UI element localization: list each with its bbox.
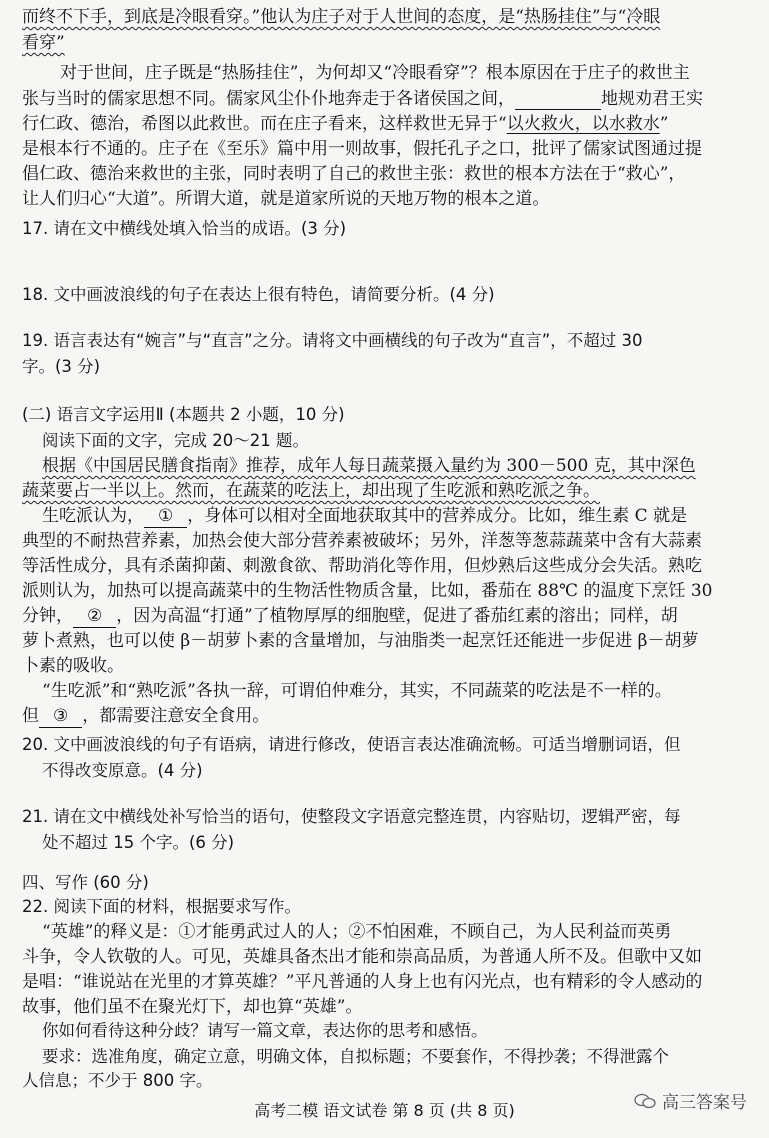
blank-1: ① bbox=[144, 505, 187, 528]
text-line: 而终不下手，到底是冷眼看穿。”他认为庄子对于人世间的态度，是“热肠挂住”与“冷眼 bbox=[22, 7, 661, 27]
text-line: 卜素的吸收。 bbox=[22, 656, 124, 676]
section-heading: 四、写作 (60 分) bbox=[22, 873, 149, 892]
text-line: 蔬菜要占一半以上。然而，在蔬菜的吃法上，却出现了生吃派和熟吃派之争。 bbox=[22, 481, 600, 501]
wechat-icon bbox=[634, 1093, 656, 1109]
text-line: “生吃派”和“熟吃派”各执一辞，可谓伯仲难分，其实，不同蔬菜的吃法是不一样的。 bbox=[42, 681, 672, 701]
question-20: 20. 文中画波浪线的句子有语病，请进行修改，使语言表达准确流畅。可适当增删词语，但 bbox=[22, 735, 681, 754]
text-line: 生吃派认为， ① ，身体可以相对全面地获取其中的营养成分。比如，维生素 C 就是 bbox=[42, 506, 688, 526]
text-line: “英雄”的释义是：①才能勇武过人的人；②不怕困难，不顾自己，为人民利益而英勇 bbox=[42, 922, 672, 942]
blank-2: ② bbox=[73, 605, 116, 628]
question-20-cont: 不得改变原意。(4 分) bbox=[42, 761, 203, 780]
question-21-cont: 处不超过 15 个字。(6 分) bbox=[42, 833, 235, 852]
question-19: 19. 语言表达有“婉言”与“直言”之分。请将文中画横线的句子改为“直言”，不超过 30 bbox=[22, 331, 643, 350]
question-21: 21. 请在文中横线处补写恰当的语句，使整段文字语意完整连贯，内容贴切，逻辑严密，每 bbox=[22, 807, 681, 826]
text-line: 分钟， ② ，因为高温“打通”了植物厚厚的细胞壁，促进了番茄红素的溶出；同样，胡 bbox=[22, 606, 678, 626]
text-line: 对于世间，庄子既是“热肠挂住”，为何却又“冷眼看穿”？根本原因在于庄子的救世主 bbox=[60, 63, 690, 83]
text-line: 张与当时的儒家思想不同。儒家风尘仆仆地奔走于各诸侯国之间， 地规劝君王实 bbox=[22, 89, 703, 109]
question-18: 18. 文中画波浪线的句子在表达上很有特色，请简要分析。(4 分) bbox=[22, 285, 495, 304]
text-line: 典型的不耐热营养素，加热会使大部分营养素被破坏；另外，洋葱等葱蒜蔬菜中含有大蒜素 bbox=[22, 531, 702, 551]
question-19-cont: 字。(3 分) bbox=[22, 357, 101, 376]
text-line: 斗争，令人钦敬的人。可见，英雄具备杰出才能和崇高品质，为普通人所不及。但歌中又如 bbox=[22, 947, 702, 967]
text-line: 看穿” bbox=[22, 33, 65, 53]
text-line: 让人们归心“大道”。所谓大道，就是道家所说的天地万物的根本之道。 bbox=[22, 189, 550, 209]
section-intro: 阅读下面的文字，完成 20～21 题。 bbox=[42, 431, 309, 450]
requirements: 要求：选准角度，确定立意，明确文体，自拟标题；不要套作，不得抄袭；不得泄露个 bbox=[42, 1047, 669, 1066]
text-line: 但 ③ ，都需要注意安全食用。 bbox=[22, 706, 270, 726]
text-line: 等活性成分，具有杀菌抑菌、刺激食欲、帮助消化等作用，但炒熟后这些成分会失活。熟吃 bbox=[22, 556, 702, 576]
blank-3: ③ bbox=[39, 705, 82, 728]
watermark-text: 高三答案号 bbox=[662, 1093, 747, 1113]
text-line: 倡仁政、德治来救世的主张，同时表明了自己的救世主张：救世的根本方法在于“救心”， bbox=[22, 164, 686, 184]
question-17: 17. 请在文中横线处填入恰当的成语。(3 分) bbox=[22, 219, 347, 238]
answer-blank bbox=[515, 93, 601, 110]
requirements-cont: 人信息；不少于 800 字。 bbox=[22, 1071, 213, 1090]
text-line: 派则认为，加热可以提高蔬菜中的生物活性物质含量，比如，番茄在 88℃ 的温度下烹饪 30 bbox=[22, 581, 713, 601]
text-line: 行仁政、德治，希图以此救世。而在庄子看来，这样救世无异于“以火救火，以水救水” bbox=[22, 114, 669, 134]
text-line: 你如何看待这种分歧？请写一篇文章，表达你的思考和感悟。 bbox=[42, 1021, 488, 1040]
text-line: 故事，他们虽不在聚光灯下，却也算“英雄”。 bbox=[22, 997, 363, 1017]
watermark bbox=[634, 1088, 747, 1113]
page-footer: 高考二模 语文试卷 第 8 页 (共 8 页) bbox=[254, 1101, 515, 1120]
question-22: 22. 阅读下面的材料，根据要求写作。 bbox=[22, 897, 301, 916]
text-line: 萝卜煮熟，也可以使 β－胡萝卜素的含量增加，与油脂类一起烹饪还能进一步促进 β－胡萝 bbox=[22, 631, 699, 651]
text-line: 是唱：“谁说站在光里的才算英雄？”平凡普通的人身上也有闪光点，也有精彩的令人感动的 bbox=[22, 972, 703, 992]
section-heading: (二) 语言文字运用Ⅱ (本题共 2 小题，10 分) bbox=[22, 405, 345, 424]
text-line: 是根本行不通的。庄子在《至乐》篇中用一则故事，假托孔子之口，批评了儒家试图通过提 bbox=[22, 139, 702, 159]
text-line: 根据《中国居民膳食指南》推荐，成年人每日蔬菜摄入量约为 300－500 克，其中深色 bbox=[42, 456, 696, 476]
